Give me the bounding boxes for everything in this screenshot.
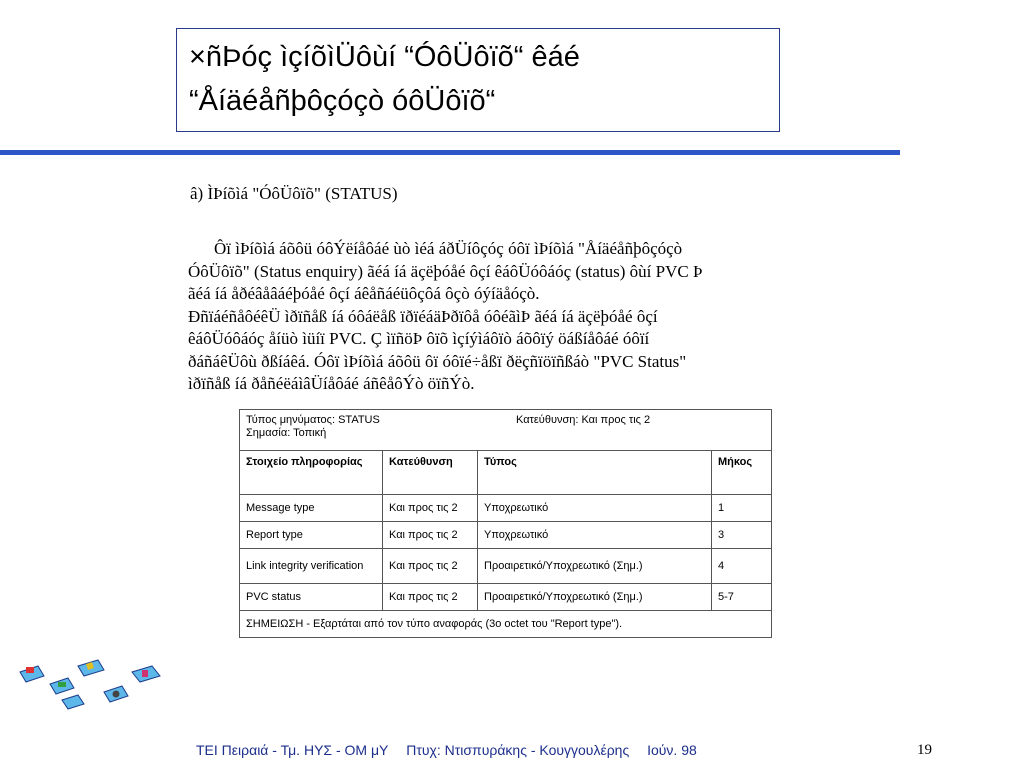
table-cell: Και προς τις 2 [383,522,478,549]
title-divider [0,150,900,155]
slide-title [176,28,780,132]
table-cell: Και προς τις 2 [383,584,478,611]
table-meta-cell [240,410,772,451]
slide-title-line-2: “Åíäéåñþôçóçò óôÜôïõ“ [189,85,496,117]
table-row [240,584,772,611]
status-message-table [239,409,772,638]
table-cell: Και προς τις 2 [383,549,478,584]
table-cell: Υποχρεωτικό [478,522,712,549]
body-line: êáôÜóôáóç åíüò ìüíï PVC. Ç ìïñöÞ ôïõ ìçíýìáôïò áõôïý öáßíåôáé óôïí [188,329,650,348]
table-cell: Και προς τις 2 [383,495,478,522]
table-cell: Υποχρεωτικό [478,495,712,522]
slide-footer [196,742,711,758]
column-header-length: Μήκος [712,451,772,495]
table-cell: PVC status [240,584,383,611]
message-direction-label: Κατεύθυνση: Και προς τις 2 [516,414,651,426]
footer-date: Ιούν. 98 [647,742,697,758]
table-cell: 4 [712,549,772,584]
body-paragraph [188,238,828,396]
section-heading: â) ÌÞíõìá "ÓôÜôïõ" (STATUS) [190,184,398,203]
body-line: ÐñïáéñåôéêÜ ìðïñåß íá óôáëåß ïðïéáäÞðïôå óôéãìÞ ãéá íá äçëþóåé ôçí [188,306,658,326]
body-line: ÓôÜôïõ" (Status enquiry) ãéá íá äçëþóåé ôçí êáôÜóôáóç (status) ôùí PVC Þ [188,261,703,281]
table-note: ΣΗΜΕΙΩΣΗ - Εξαρτάται από τον τύπο αναφοράς (3ο octet του "Report type"). [240,611,772,638]
column-header-type: Τύπος [478,451,712,495]
table-row [240,549,772,584]
body-line: Ôï ìÞíõìá áõôü óôÝëíåôáé ùò ìéá áðÜíôçóç óôï ìÞíõìá "Åíäéåñþôçóçò [214,239,683,258]
table-row [240,522,772,549]
table-cell: Message type [240,495,383,522]
footer-institution: ΤΕΙ Πειραιά - Τμ. ΗΥΣ - ΟΜ μΥ [196,742,389,758]
table-cell: 1 [712,495,772,522]
table-row [240,495,772,522]
body-line: ìðïñåß íá ðåñéëáìâÜíåôáé áñêåôÝò öïñÝò. [188,374,475,393]
table-cell: Προαιρετικό/Υποχρεωτικό (Σημ.) [478,584,712,611]
message-significance-label: Σημασία: Τοπική [246,427,327,439]
footer-authors: Πτυχ: Ντισπυράκης - Κουγγουλέρης [406,742,630,758]
message-type-label: Τύπος μηνύματος: STATUS [246,414,380,426]
table-cell: 5-7 [712,584,772,611]
column-header-direction: Κατεύθυνση [383,451,478,495]
slide-title-line-1: ×ñÞóç ìçíõìÜôùí “ÓôÜôïõ“ êáé [189,41,580,73]
column-header-element: Στοιχείο πληροφορίας [240,451,383,495]
table-cell: Report type [240,522,383,549]
puzzle-pieces-network-icon [14,652,166,714]
table-cell: 3 [712,522,772,549]
page-number: 19 [917,742,932,758]
body-line: ðáñáêÜôù ðßíáêá. Óôï ìÞíõìá áõôü ôï óôïé÷åßï ðëçñïöïñßáò "PVC Status" [188,351,687,371]
body-line: ãéá íá åðéâåâáéþóåé ôçí áêåñáéüôçôá ôçò óýíäåóçò. [188,284,540,303]
table-cell: Προαιρετικό/Υποχρεωτικό (Σημ.) [478,549,712,584]
table-cell: Link integrity verification [240,549,383,584]
